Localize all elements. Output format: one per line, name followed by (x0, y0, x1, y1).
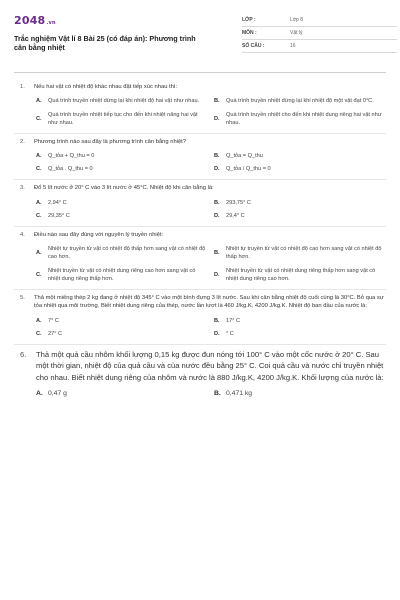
option-letter: B. (214, 199, 220, 206)
question-text: Thả một quả cầu nhôm khối lượng 0,15 kg được đun nóng tới 100° C vào một cốc nước ở 20° C. Sau một thời gian, nhiệt độ của quả cầu và của nước đều bằng 25° C. Coi quả cầu và nước chỉ truyền nhiệt cho nhau. Biết nhiệt dung riêng của nhôm và nước là 880 J/kg.K, 4200 J/kg.K. Khối lượng của nước là: (36, 349, 384, 382)
question (14, 290, 386, 345)
question-text: Đổ 5 lít nước ở 20° C vào 3 lít nước ở 45°C. Nhiệt độ khi cân bằng là: (34, 185, 214, 192)
meta-label: SỐ CÂU : (242, 42, 265, 49)
option-letter: D. (214, 271, 220, 278)
answer-option[interactable] (214, 97, 384, 105)
option-letter: B. (214, 98, 220, 105)
option-letter: C. (36, 212, 42, 219)
option-text: 0,471 kg (226, 389, 253, 397)
answer-option[interactable] (214, 152, 384, 160)
option-text: 17° C (226, 317, 241, 324)
option-text: 2,94° C (48, 199, 67, 206)
option-text: Quá trình truyền nhiệt dừng lại khi nhiệt độ một vật đạt 0°C. (226, 98, 374, 105)
question-text: Điều nào sau đây đúng với nguyên lý truyền nhiệt: (34, 231, 164, 238)
option-letter: C. (36, 115, 42, 122)
option-letter: D. (214, 166, 220, 173)
meta-row-subject (242, 27, 397, 40)
option-text: Q_tỏa = Q_thu (226, 153, 263, 160)
divider (14, 72, 386, 73)
question-number: 5. (20, 294, 25, 301)
answer-option[interactable] (36, 389, 206, 399)
option-text: Nhiệt truyền từ vật có nhiệt dung riêng cao hơn sang vật có nhiệt dung riêng thấp hơn. (48, 267, 196, 282)
answer-option[interactable] (36, 330, 206, 338)
answer-option[interactable] (214, 165, 384, 173)
option-letter: A. (36, 250, 42, 257)
question-text: Nếu hai vật có nhiệt độ khác nhau đặt tiếp xúc nhau thì: (34, 84, 178, 90)
answer-option[interactable] (214, 245, 384, 261)
meta-label: LỚP : (242, 16, 256, 23)
option-text: 7° C (48, 317, 59, 324)
meta-row-count (242, 40, 397, 53)
option-letter: B. (214, 389, 221, 397)
option-text: 0,47 g (48, 389, 67, 397)
logo-text: 2048 (14, 14, 46, 27)
option-text: Q_tỏa / Q_thu = 0 (226, 166, 271, 173)
header (14, 0, 386, 72)
question-number: 4. (20, 231, 25, 238)
option-text: Nhiệt tự truyền từ vật có nhiệt độ thấp hơn sang vật có nhiệt độ cao hơn. (48, 246, 206, 261)
page-title: Trắc nghiệm Vật lí 8 Bài 25 (có đáp án): Phương trình cân bằng nhiệt (14, 33, 196, 53)
option-text: Q_tỏa + Q_thu = 0 (48, 153, 95, 160)
answer-option[interactable] (214, 199, 384, 207)
option-text: Nhiệt truyền từ vật có nhiệt dung riêng thấp hơn sang vật có nhiệt dung riêng cao hơn. (226, 267, 376, 282)
answer-option[interactable] (214, 330, 384, 338)
meta-label: MÔN : (242, 29, 257, 36)
answer-option[interactable] (214, 111, 384, 127)
answer-option[interactable] (214, 212, 384, 220)
question-number: 6. (20, 349, 27, 359)
answer-option[interactable] (36, 152, 206, 160)
question (14, 180, 386, 227)
question (14, 345, 386, 405)
option-text: Quá trình truyền nhiệt dừng lại khi nhiệt độ hai vật như nhau. (48, 98, 200, 105)
option-text: Quá trình truyền nhiệt cho đến khi nhiệt dung riêng hai vật như nhau. (226, 111, 382, 126)
answer-option[interactable] (214, 389, 384, 399)
question-text: Thả một miếng thép 2 kg đang ở nhiệt độ 345° C vào một bình đựng 3 lít nước. Sau khi cân bằng nhiệt độ cuối cùng là 30°C. Bỏ qua sự tỏa nhiệt qua môi trường. Biết nhiệt dung riêng của thép, nước lần lượt là 460 J/kg.K, 4200 J/kg.K. Nhiệt độ ban đầu của nước là: (34, 294, 384, 310)
question (14, 79, 386, 134)
option-letter: D. (214, 330, 220, 337)
option-text: Quá trình truyền nhiệt tiếp tục cho đến khi nhiệt năng hai vật như nhau. (48, 111, 198, 126)
question-text: Phương trình nào sau đây là phương trình cân bằng nhiệt? (34, 138, 187, 145)
question (14, 227, 386, 290)
question (14, 134, 386, 181)
answer-option[interactable] (36, 199, 206, 207)
answer-option[interactable] (36, 212, 206, 220)
option-text: Nhiệt tự truyền từ vật có nhiệt độ cao hơn sang vật có nhiệt độ thấp hơn. (226, 246, 382, 261)
meta-value: Lớp 8 (290, 16, 304, 23)
option-letter: A. (36, 199, 42, 206)
meta-value: 16 (290, 42, 296, 49)
meta-table (242, 14, 397, 53)
option-letter: A. (36, 153, 42, 160)
answer-option[interactable] (36, 245, 206, 261)
option-letter: C. (36, 271, 42, 278)
option-letter: A. (36, 317, 42, 324)
answer-option[interactable] (36, 267, 206, 283)
option-letter: D. (214, 115, 220, 122)
answer-option[interactable] (36, 111, 206, 127)
question-number: 1. (20, 84, 25, 90)
option-letter: C. (36, 166, 42, 173)
option-letter: B. (214, 317, 220, 324)
option-letter: D. (214, 212, 220, 219)
meta-value: Vật lý (290, 29, 303, 36)
option-text: 293,75° C (226, 199, 251, 206)
question-number: 2. (20, 138, 25, 145)
option-letter: A. (36, 389, 43, 397)
option-text: 29,4° C (226, 212, 245, 219)
logo-tld: .vn (46, 20, 56, 26)
option-letter: A. (36, 98, 42, 105)
option-text: 27° C (48, 330, 63, 337)
answer-option[interactable] (36, 317, 206, 325)
option-text: Q_tỏa . Q_thu = 0 (48, 166, 93, 173)
meta-row-class (242, 14, 397, 27)
option-letter: B. (214, 250, 220, 257)
option-letter: C. (36, 330, 42, 337)
option-text: ° C (226, 330, 234, 337)
answer-option[interactable] (36, 97, 206, 105)
answer-option[interactable] (36, 165, 206, 173)
question-number: 3. (20, 185, 25, 192)
answer-option[interactable] (214, 317, 384, 325)
option-letter: B. (214, 153, 220, 160)
option-text: 29,35° C (48, 212, 70, 219)
answer-option[interactable] (214, 267, 384, 283)
